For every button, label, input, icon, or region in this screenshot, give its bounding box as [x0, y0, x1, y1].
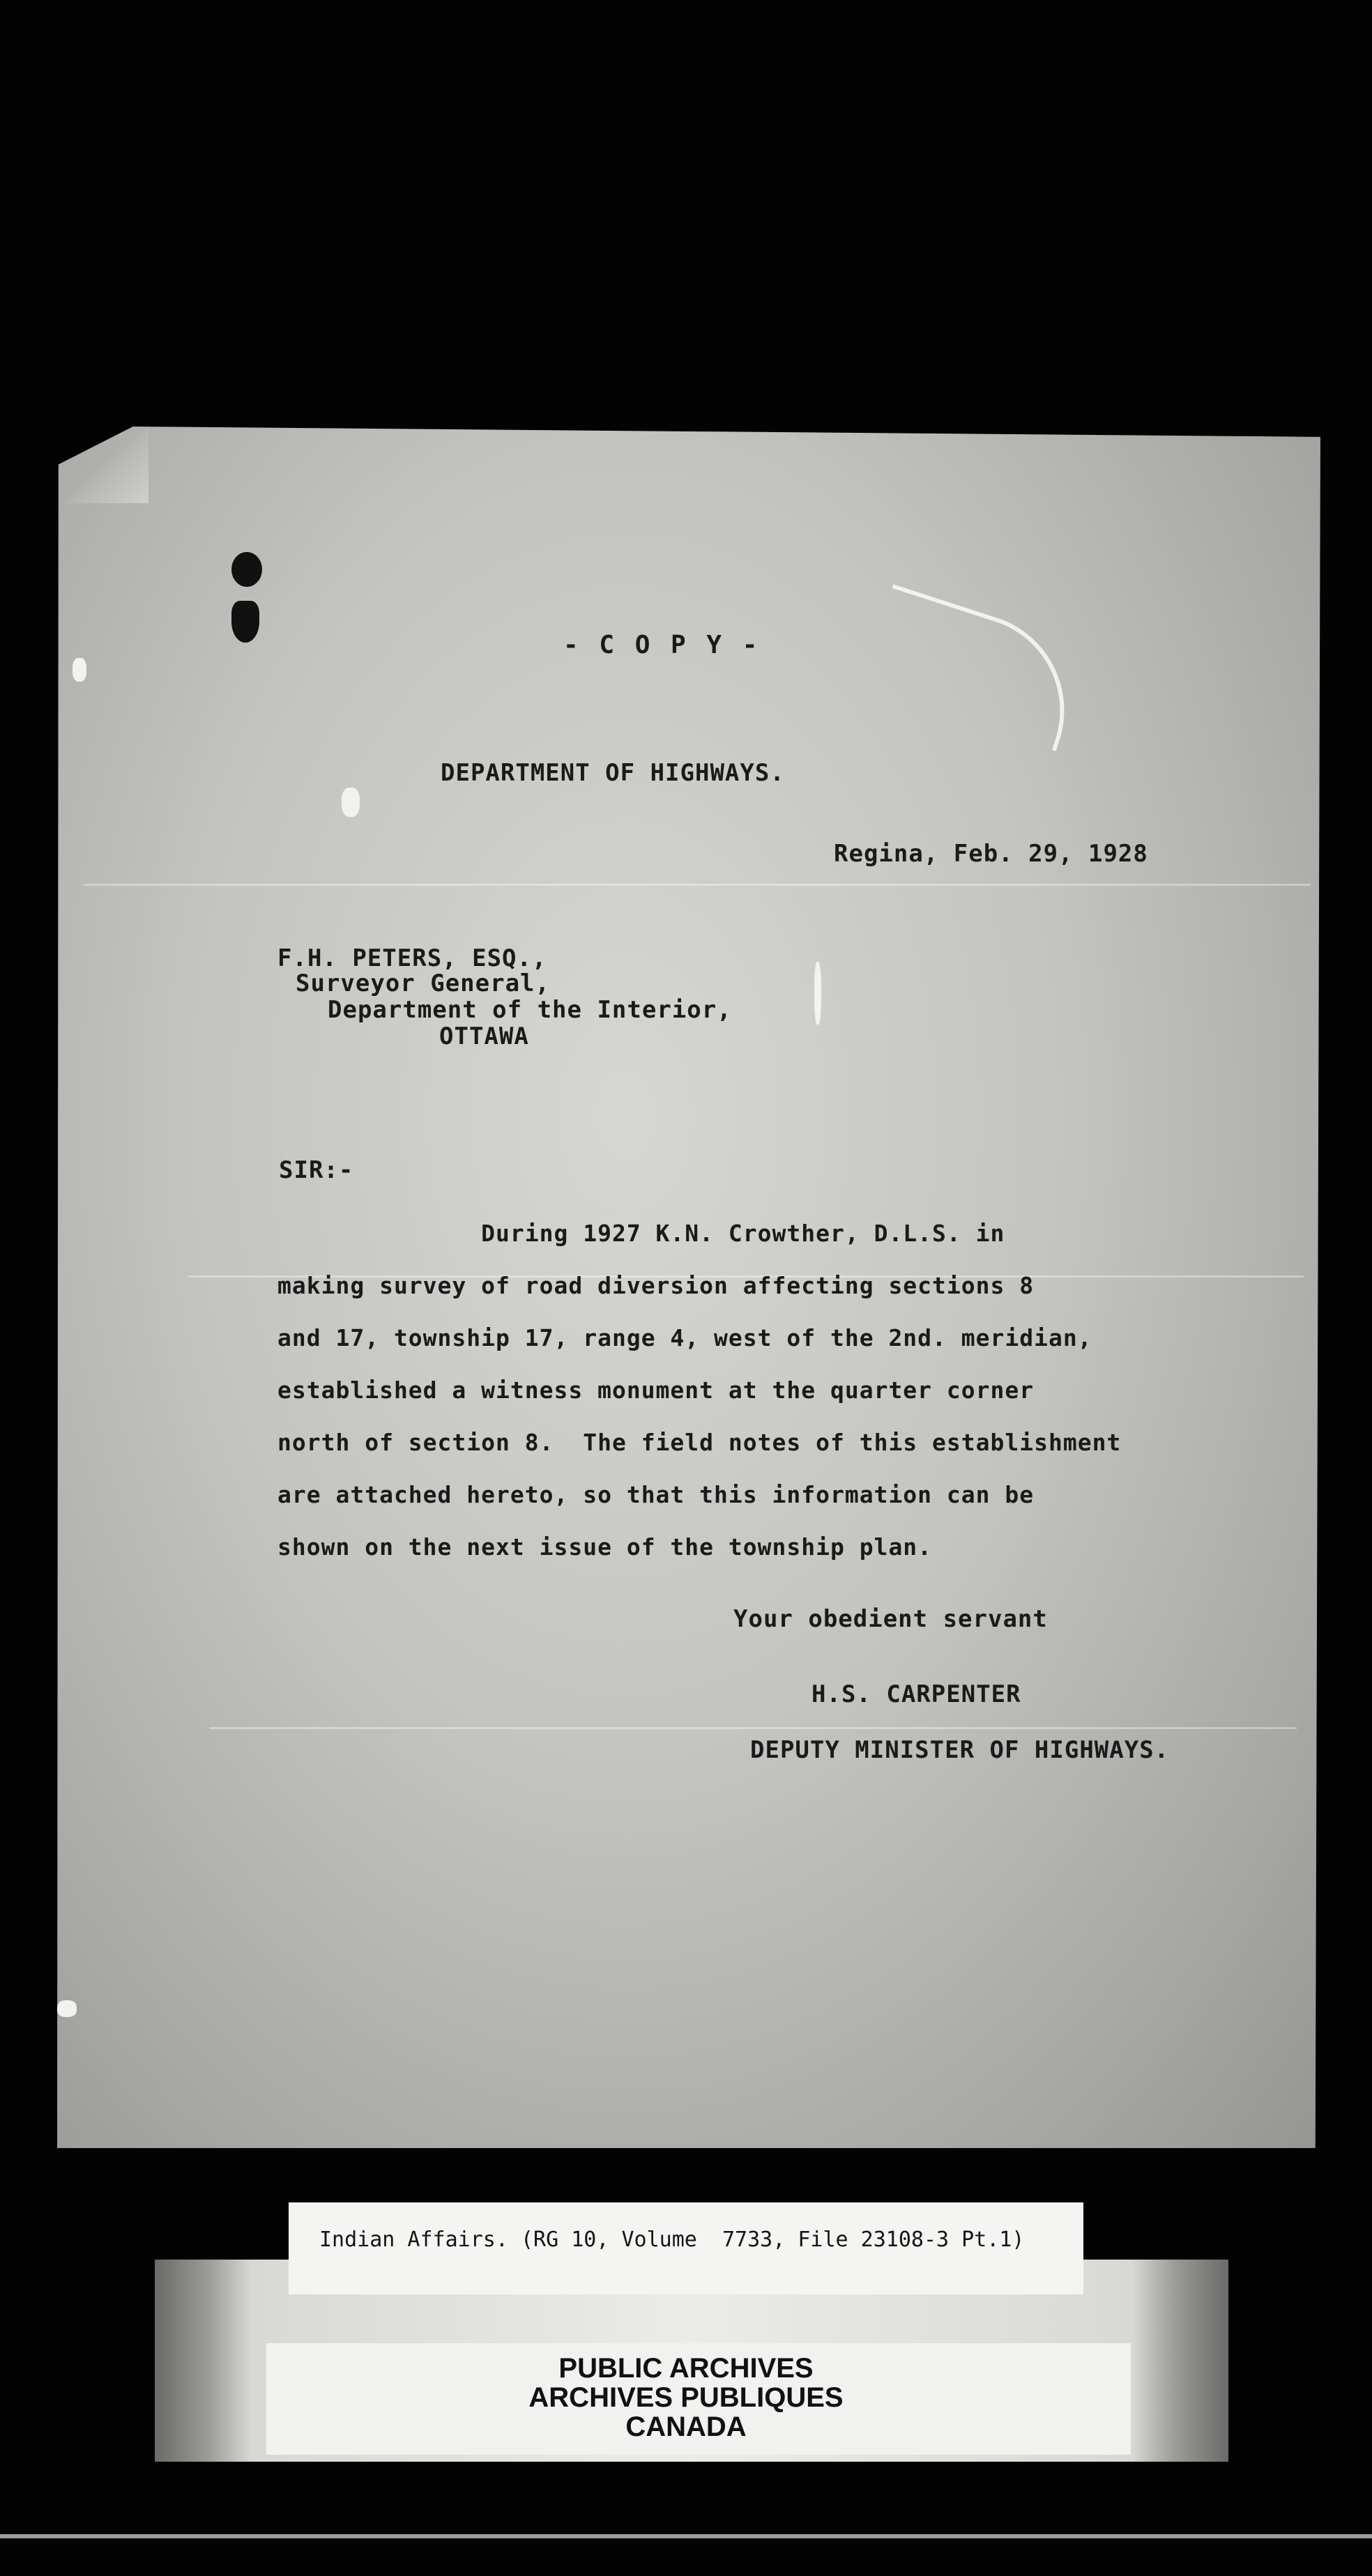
closing-line: Your obedient servant [733, 1605, 1048, 1633]
body-line: making survey of road diversion affecting sections 8 [277, 1272, 1035, 1299]
body-line: During 1927 K.N. Crowther, D.L.S. in [277, 1220, 1005, 1247]
signatory-name: H.S. CARPENTER [811, 1680, 1021, 1708]
letter-body [277, 1207, 1212, 1573]
addressee-title: Surveyor General, [296, 969, 550, 997]
copy-mark: - C O P Y - [563, 631, 761, 659]
body-line: established a witness monument at the quarter corner [277, 1377, 1035, 1404]
paper-speck [342, 788, 360, 817]
body-line: and 17, township 17, range 4, west of the 2nd. meridian, [277, 1324, 1092, 1351]
body-line: north of section 8. The field notes of this establishment [277, 1429, 1122, 1456]
salutation: SIR:- [279, 1156, 354, 1184]
film-edge [0, 2534, 1372, 2538]
addressee-name: F.H. PETERS, ESQ., [277, 944, 547, 972]
stamp-line-english: PUBLIC ARCHIVES [558, 2353, 814, 2384]
paper-crease [209, 1727, 1297, 1729]
body-line: shown on the next issue of the township plan. [277, 1533, 933, 1561]
paper-speck [57, 2000, 77, 2017]
punch-hole-bottom [231, 601, 259, 643]
signatory-title: DEPUTY MINISTER OF HIGHWAYS. [750, 1736, 1170, 1764]
punch-hole-top [231, 552, 262, 587]
archive-reference: Indian Affairs. (RG 10, Volume 7733, File 23108-3 Pt.1) [319, 2228, 1025, 2252]
dateline: Regina, Feb. 29, 1928 [834, 840, 1148, 868]
addressee-city: OTTAWA [439, 1022, 529, 1050]
body-line: are attached hereto, so that this information can be [277, 1481, 1035, 1508]
addressee-department: Department of the Interior, [328, 996, 732, 1024]
department-heading: DEPARTMENT OF HIGHWAYS. [441, 759, 785, 787]
paper-speck [814, 962, 821, 1025]
stamp-line-french: ARCHIVES PUBLIQUES [528, 2382, 844, 2413]
paper-crease [84, 884, 1311, 886]
paper-speck [73, 658, 86, 682]
stamp-line-country: CANADA [625, 2412, 747, 2442]
